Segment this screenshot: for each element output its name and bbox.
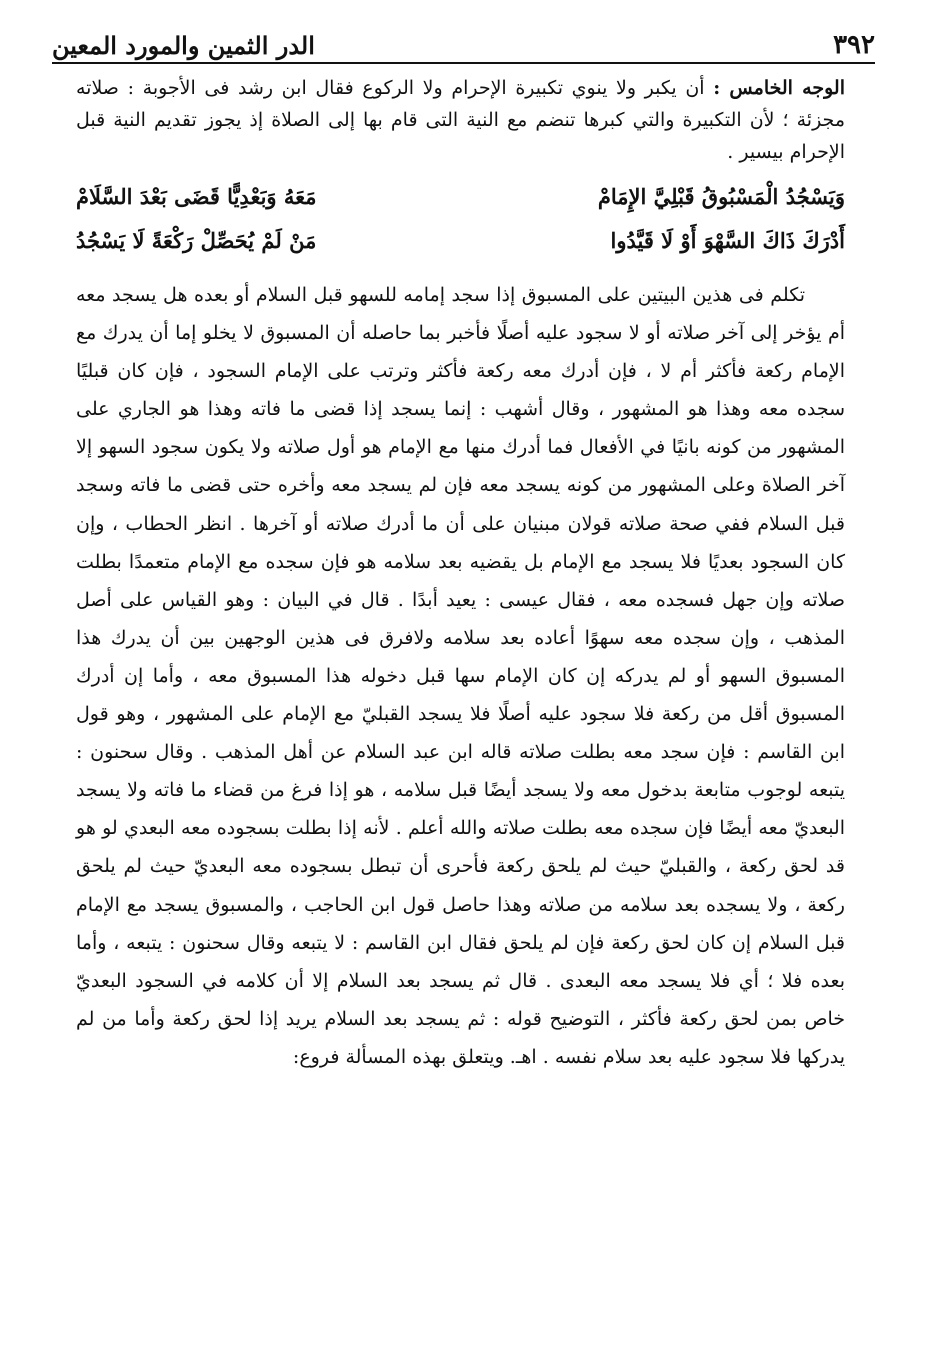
verse-hemistich-right: أَدْرَكَ ذَاكَ السَّهْوَ أَوْ لَا قَيَّدُوا <box>610 227 845 253</box>
intro-text: أن يكبر ولا ينوي تكبيرة الإحرام ولا الركوع فقال ابن رشد فى الأجوبة : صلاته مجزئة ؛ لأن التكبيرة والتي كبرها تنضم مع النية التى قام بها إلى الصلاة إذ يجوز تقديم النية قبل الإحرام بيسير . <box>76 77 845 163</box>
intro-lead: الوجه الخامس : <box>713 77 845 99</box>
page-header <box>52 18 875 58</box>
verse-hemistich-left: مَنْ لَمْ يُحَصِّلْ رَكْعَةً لَا يَسْجُدُ <box>76 227 317 253</box>
header-rule <box>52 62 875 64</box>
verse-hemistich-right: وَيَسْجُدُ الْمَسْبُوقُ قَبْلِيَّ الإِمَامْ <box>597 183 845 209</box>
commentary-paragraph: تكلم فى هذين البيتين على المسبوق إذا سجد إمامه للسهو قبل السلام أو بعده هل يسجد معه أم يؤخر إلى آخر صلاته أو لا سجود عليه أصلًا فأخبر بما حاصله أن المسبوق لا يخلو إما أن يدرك مع الإمام ركعة فأكثر أم لا ، فإن أدرك معه ركعة فأكثر وترتب على الإمام السجود ، فإن كان قبليًا سجده معه وهذا هو المشهور ، وقال أشهب : إنما يسجد إذا قضى ما فاته وهذا هو الجاري على المشهور من كونه بانيًا في الأفعال فما أدرك منها مع الإمام هو أول صلاته ولا يكون سجود السهو إلا آخر الصلاة وعلى المشهور من كونه يسجد معه فإن لم يسجد معه وأخره حتى قضى ما فاته وسجد قبل السلام ففي صحة صلاته قولان مبنيان على أن ما أدرك صلاته أو آخرها . انظر الحطاب ، وإن كان السجود بعديًا فلا يسجد مع الإمام بل يقضيه بعد سلامه هو فإن سجده مع الإمام متعمدًا بطلت صلاته وإن جهل فسجده معه ، فقال عيسى : يعيد أبدًا . قال في البيان : وهو القياس على أصل المذهب ، وإن سجده معه سهوًا أعاده بعد سلامه ولافرق فى هذين الوجهين بين أن يدرك هذا المسبوق السهو أو لم يدركه إن كان الإمام سها قبل دخوله هذا المسبوق معه ، وأما إن أدرك المسبوق أقل من ركعة فلا سجود عليه أصلًا فلا يسجد القبليّ مع الإمام على المشهور ، وهو قول ابن القاسم : فإن سجد معه بطلت صلاته قاله ابن عبد السلام عن أهل المذهب . وقال سحنون : يتبعه لوجوب متابعة بدخول معه ولا يسجد أيضًا قبل سلامه ، هو إذا فرغ من قضاء ما فاته ولا يسجد البعديّ معه أيضًا فإن سجده معه بطلت صلاته والله أعلم . لأنه إذا بطلت بسجوده معه البعدي لو هو قد لحق ركعة ، والقبليّ حيث لم يلحق ركعة فأحرى أن تبطل بسجوده معه البعديّ حيث لم يلحق ركعة ، ولا يسجده بعد سلامه من صلاته وهذا حاصل قول ابن الحاجب ، والمسبوق يسجد مع الإمام قبل السلام إن كان لحق ركعة فإن لم يلحق فقال ابن القاسم : لا يتبعه وقال سحنون : يتبعه ، وأما بعده فلا ؛ أي فلا يسجد معه البعدى . قال ثم يسجد بعد السلام إلا أن كلامه في السجود البعديّ خاص بمن لحق ركعة فأكثر ، التوضيح قوله : ثم يسجد بعد السلام يريد إذا لحق ركعة وأما من لم يدركها فلا سجود عليه بعد سلام نفسه . اهـ. ويتعلق بهذه المسألة فروع: <box>76 284 845 1068</box>
verse-hemistich-left: مَعَهُ وَبَعْدِيًّا قَضَى بَعْدَ السَّلَامْ <box>76 183 317 209</box>
verse-line <box>76 218 845 262</box>
intro-paragraph <box>76 72 845 168</box>
page-body <box>76 72 845 1076</box>
page-number: ٣٩٢ <box>833 30 875 60</box>
verse-line <box>76 174 845 218</box>
verse-block <box>76 174 845 262</box>
running-title: الدر الثمين والمورد المعين <box>52 31 315 60</box>
